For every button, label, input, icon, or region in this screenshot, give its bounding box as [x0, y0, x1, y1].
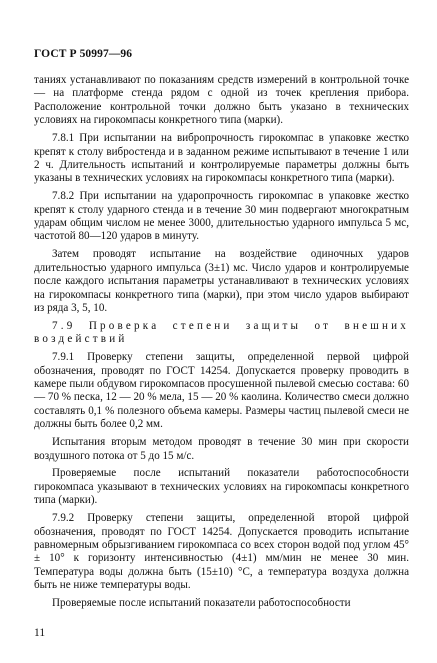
paragraph-7-9-2: 7.9.2 Проверку степени защиты, определенной второй цифрой обозначения, проводят по ГОСТ 14254. Допускается проводить испытание равномерным обрызгиванием гирокомпаса со всех сторон водой под углом 45° ± 10° к горизонту интенсивностью (4±1) мм/мин не менее 30 мин. Температура воды должна быть (15±10) °С, а температура воздуха должна быть не ниже температуры воды.: [34, 512, 409, 592]
paragraph-continuation: таниях устанавливают по показаниям средств измерений в контрольной точке — на платформе стенда рядом с одной из точек крепления прибора. Расположение контрольной точки должно быть указано в технических условиях на гирокомпасы конкретного типа (марки).: [34, 74, 409, 127]
paragraph-7-8-1: 7.8.1 При испытании на вибропрочность гирокомпас в упаковке жестко крепят к столу вибростенда и в заданном режиме испытывают в течение 1 или 2 ч. Длительность испытаний и контролируемые параметры должны быть указаны в технических условиях на гирокомпасы конкретного типа (марки).: [34, 132, 409, 185]
paragraph-second-method: Испытания вторым методом проводят в течение 30 мин при скорости воздушного потока от 5 до 15 м/с.: [34, 436, 409, 462]
paragraph-performance-check: Проверяемые после испытаний показатели работоспособности гирокомпаса указывают в технических условиях на гирокомпасы конкретного типа (марки).: [34, 467, 409, 507]
document-body: [34, 74, 409, 615]
section-heading-7-9: 7.9 Проверка степени защиты от внешних воздействий: [34, 319, 409, 346]
paragraph-final-line: Проверяемые после испытаний показатели работоспособности: [52, 597, 351, 610]
document-header: ГОСТ Р 50997—96: [34, 48, 133, 60]
page-number: 11: [34, 627, 46, 639]
paragraph-7-9-1: 7.9.1 Проверку степени защиты, определенной первой цифрой обозначения, проводят по ГОСТ 14254. Допускается проверку проводить в камере пыли обдувом гирокомпасов просушенной пылевой смесью состава: 60 — 70 % песка, 12 — 20 % мела, 15 — 20 % каолина. Количество смеси должно составлять 0,1 % полезного объема камеры. Размеры частиц пылевой смеси не должны быть более 0,2 мм.: [34, 351, 409, 431]
paragraph-7-8-2: 7.8.2 При испытании на ударопрочность гирокомпас в упаковке жестко крепят к столу ударного стенда и в течение 30 мин подвергают многократным ударам общим числом не менее 3000, длительностью ударного импульса 5 мс, частотой 80—120 ударов в минуту.: [34, 190, 409, 243]
paragraph-single-shocks: Затем проводят испытание на воздействие одиночных ударов длительностью ударного импульса (3±1) мс. Число ударов и контролируемые после каждого испытания параметры устанавливают в технических условиях на гирокомпасы конкретного типа (марки), при этом число ударов выбирают из ряда 3, 5, 10.: [34, 248, 409, 314]
